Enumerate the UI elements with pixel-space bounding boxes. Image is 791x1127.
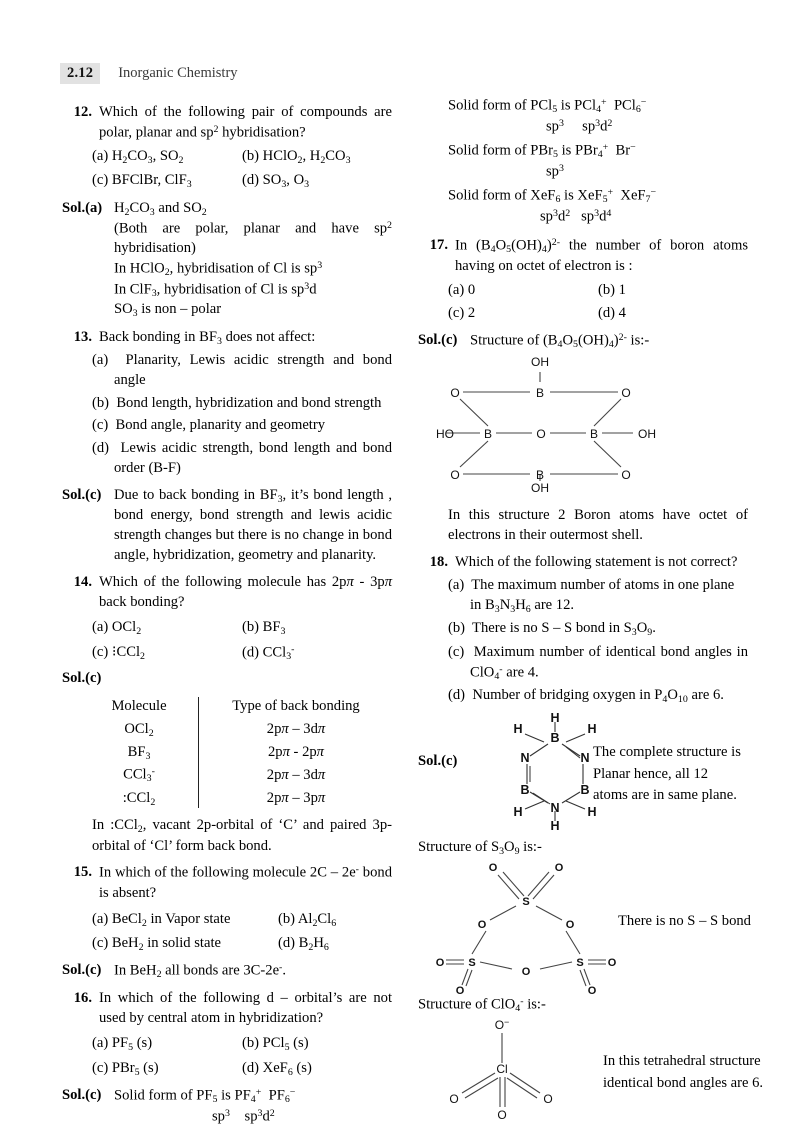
table-cell-type: 2pπ – 3dπ bbox=[266, 720, 326, 737]
solution-17-text: Structure of $(B_4O_5(OH)_4)^{2-}$ is:- bbox=[470, 332, 650, 351]
question-14-options-row2 bbox=[62, 643, 392, 664]
solution-17-label: Sol.(c) bbox=[418, 332, 458, 349]
question-15-options-row1 bbox=[62, 910, 392, 930]
page-number: 2.12 bbox=[60, 63, 100, 84]
atom-label-B: B bbox=[550, 731, 560, 746]
option-12-a[interactable]: (a) $H_2CO_3$, $SO_2$ bbox=[92, 148, 184, 166]
atom-label-N: N bbox=[520, 751, 530, 766]
solution-17-after-text: In this structure 2 Boron atoms have octet of electrons in their outermost shell. bbox=[448, 506, 748, 543]
option-12-c[interactable]: (c) BFClBr, ClF$_3$ bbox=[92, 172, 192, 191]
table-cell-type: 2pπ - 2pπ bbox=[268, 743, 324, 760]
table-cell-molecule: OCl$_2$ bbox=[124, 720, 154, 739]
atom-label-O: O bbox=[536, 426, 546, 441]
question-13 bbox=[62, 328, 392, 348]
right-column bbox=[418, 96, 764, 1123]
option-16-d[interactable]: (d) XeF$_6$ (s) bbox=[242, 1059, 312, 1078]
question-16-number: 16. bbox=[73, 989, 92, 1006]
option-18-d[interactable]: (d) Number of bridging oxygen in $P_4O_{10}$ are 6. bbox=[448, 687, 724, 705]
table-row bbox=[90, 741, 380, 764]
solution-15 bbox=[62, 961, 392, 982]
option-17-c[interactable]: (c) 2 bbox=[448, 305, 476, 322]
atom-label-O: O bbox=[587, 984, 597, 997]
question-15-text: In which of the following molecule 2C – 2e- bond is absent? bbox=[99, 864, 392, 901]
atom-label-O: O bbox=[449, 1092, 459, 1107]
solution-12-body bbox=[114, 199, 392, 321]
atom-label-O: O bbox=[450, 467, 460, 482]
option-12-b[interactable]: (b) HClO$_2$, $H_2CO_3$ bbox=[242, 148, 351, 166]
solution-16-hybridisation: $sp^3$ $sp^3d^2$ bbox=[212, 1107, 275, 1125]
book-title: Inorganic Chemistry bbox=[118, 65, 238, 81]
question-18-text: Which of the following statement is not correct? bbox=[455, 554, 738, 571]
table-divider bbox=[198, 697, 199, 808]
question-13-number: 13. bbox=[73, 328, 92, 345]
question-16-options-row2 bbox=[62, 1059, 392, 1079]
solution-12-line-3: In HClO$_2$, hybridisation of Cl is $sp^3$ bbox=[114, 260, 323, 279]
solid-form-pcl5-hybridisation: $sp^3$ $sp^3d^2$ bbox=[546, 117, 613, 135]
option-15-b[interactable]: (b) $Al_2Cl_6$ bbox=[278, 910, 337, 929]
back-bonding-table bbox=[90, 695, 380, 810]
s3o9-caption: There is no S – S bond bbox=[618, 912, 751, 929]
solid-form-xef6-hybridisation: $sp^3d^2$ $sp^3d^4$ bbox=[540, 207, 612, 225]
atom-label-S: S bbox=[576, 956, 584, 969]
solid-form-pcl5 bbox=[418, 96, 748, 137]
solution-12 bbox=[62, 199, 392, 321]
solution-15-text: In BeH$_2$ all bonds are 3C-2e-. bbox=[114, 962, 287, 981]
option-14-a[interactable]: (a) OCl$_2$ bbox=[92, 619, 142, 638]
solid-form-pbr5 bbox=[418, 141, 748, 182]
table-cell-molecule: $BF_3$ bbox=[127, 743, 151, 762]
table-cell-molecule: CCl$_3$- bbox=[123, 766, 155, 785]
atom-label-O: O bbox=[621, 467, 631, 482]
clo4-title: Structure of ClO$_4$- is:- bbox=[418, 995, 546, 1014]
question-12-number: 12. bbox=[73, 104, 92, 120]
question-12-options-row1 bbox=[62, 147, 392, 167]
option-13-b[interactable]: (b) Bond length, hybridization and bond strength bbox=[92, 394, 382, 411]
solid-form-xef6-text: Solid form of XeF$_6$ is XeF$_5$+ XeF$_7$− bbox=[448, 187, 657, 206]
solution-15-label: Sol.(c) bbox=[62, 962, 102, 978]
svg-text:OH: OH bbox=[531, 480, 549, 495]
atom-label-H: H bbox=[550, 711, 560, 726]
table-cell-molecule: :CCl$_2$ bbox=[122, 789, 156, 808]
table-header-row bbox=[90, 695, 380, 718]
question-17-text: In $(B_4O_5(OH)_4)^{2-}$ the number of boron atoms having on octet of electron is : bbox=[455, 237, 748, 274]
solution-12-line-2: (Both are polar, planar and have $sp^2$ hybridisation) bbox=[114, 219, 392, 257]
option-15-d[interactable]: (d) $B_2H_6$ bbox=[278, 934, 329, 953]
atom-label-HO: HO bbox=[436, 426, 454, 441]
solution-16-body bbox=[114, 1086, 392, 1127]
question-13-text: Back bonding in $BF_3$ does not affect: bbox=[99, 328, 316, 347]
atom-label-N: N bbox=[580, 751, 590, 766]
atom-label-OH: OH bbox=[638, 426, 656, 441]
atom-label-H: H bbox=[550, 819, 560, 834]
question-18-options bbox=[418, 576, 748, 706]
question-16-options-row1 bbox=[62, 1034, 392, 1054]
atom-label-H: H bbox=[587, 805, 597, 820]
atom-label-B: B bbox=[535, 385, 545, 400]
borate-structure bbox=[428, 354, 748, 482]
clo4-block bbox=[418, 1017, 764, 1123]
option-15-c[interactable]: (c) BeH$_2$ in solid state bbox=[92, 934, 221, 953]
option-14-b[interactable]: (b) $BF_3$ bbox=[242, 619, 286, 638]
question-14-options-row1 bbox=[62, 618, 392, 638]
option-18-a[interactable]: (a) The maximum number of atoms in one plane in $B_3N_3H_6$ are 12. bbox=[448, 577, 735, 615]
borazine-caption: The complete structure is Planar hence, all 12 atoms are in same plane. bbox=[593, 744, 741, 803]
table-cell-type: 2pπ – 3dπ bbox=[266, 766, 326, 783]
option-14-c[interactable]: (c) ⁝CCl$_2$ bbox=[92, 643, 145, 662]
question-13-options bbox=[62, 351, 392, 479]
option-15-a[interactable]: (a) BeCl$_2$ in Vapor state bbox=[92, 910, 231, 929]
question-17-options-row2 bbox=[418, 304, 748, 324]
atom-label-O: O bbox=[455, 984, 465, 997]
atom-label-Cl: Cl bbox=[496, 1062, 508, 1077]
option-13-c[interactable]: (c) Bond angle, planarity and geometry bbox=[92, 417, 326, 434]
option-17-d[interactable]: (d) 4 bbox=[598, 305, 626, 322]
question-18-number: 18. bbox=[429, 554, 448, 571]
option-13-a[interactable]: (a) Planarity, Lewis acidic strength and bond angle bbox=[92, 351, 392, 388]
solid-form-xef6 bbox=[418, 186, 748, 227]
option-16-c[interactable]: (c) PBr$_5$ (s) bbox=[92, 1059, 159, 1078]
atom-label-N: N bbox=[550, 801, 560, 816]
option-12-d[interactable]: (d) $SO_3$, $O_3$ bbox=[242, 172, 310, 191]
solution-14-label: Sol.(c) bbox=[62, 670, 102, 687]
solution-18-label: Sol.(c) bbox=[418, 753, 458, 770]
atom-label-O: O bbox=[621, 385, 631, 400]
table-header-molecule: Molecule bbox=[111, 697, 167, 714]
atom-label-B: B bbox=[589, 426, 599, 441]
atom-label-O-minus: O− bbox=[494, 1017, 510, 1033]
option-17-a[interactable]: (a) 0 bbox=[448, 281, 476, 298]
option-18-b[interactable]: (b) There is no S – S bond in $S_3O_9$. bbox=[448, 620, 656, 639]
option-13-d[interactable]: (d) Lewis acidic strength, bond length and bond order (B-F) bbox=[92, 440, 392, 477]
borate-structure-bottom-label bbox=[428, 474, 748, 503]
question-17-options-row1 bbox=[418, 281, 748, 301]
atom-label-O: O bbox=[607, 956, 617, 969]
atom-label-O: O bbox=[554, 861, 564, 874]
atom-label-H: H bbox=[513, 805, 523, 820]
table-row bbox=[90, 787, 380, 810]
page-header bbox=[60, 63, 740, 85]
option-14-d[interactable]: (d) CCl$_3$- bbox=[242, 643, 295, 662]
question-15-number: 15. bbox=[73, 864, 92, 881]
borazine-block bbox=[418, 711, 748, 834]
atom-label-O: O bbox=[435, 956, 445, 969]
solution-13-text: Due to back bonding in $BF_3$, it’s bond length , bond energy, bond strength and lewis acidic strength changes but there is no change in bond angle, hybridization, geometry and planarity. bbox=[114, 487, 392, 563]
atom-label-B: B bbox=[483, 426, 493, 441]
solution-14-note: In :CCl$_2$, vacant 2p-orbital of ‘C’ and paired 3p-orbital of ‘Cl’ form back bond. bbox=[92, 817, 392, 854]
atom-label-O: O bbox=[488, 861, 498, 874]
atom-label-H: H bbox=[587, 722, 597, 737]
option-18-c[interactable]: (c) Maximum number of identical bond angles in ClO$_4$- are 4. bbox=[448, 643, 748, 682]
atom-label-O: O bbox=[450, 385, 460, 400]
s3o9-block bbox=[418, 861, 751, 997]
question-15-options-row2 bbox=[62, 934, 392, 954]
solution-13 bbox=[62, 486, 392, 566]
solution-13-label: Sol.(c) bbox=[62, 487, 102, 503]
question-14-number: 14. bbox=[73, 573, 92, 590]
question-14-text: Which of the following molecule has 2pπ - 3pπ back bonding? bbox=[99, 573, 392, 610]
question-14 bbox=[62, 573, 392, 613]
atom-label-B: B bbox=[580, 783, 590, 798]
option-16-b[interactable]: (b) PCl$_5$ (s) bbox=[242, 1035, 309, 1054]
table-row bbox=[90, 718, 380, 741]
table-row bbox=[90, 764, 380, 787]
atom-label-O: O bbox=[565, 918, 575, 931]
option-16-a[interactable]: (a) $PF_5$ (s) bbox=[92, 1035, 153, 1054]
atom-label-B: B bbox=[520, 783, 530, 798]
clo4-structure bbox=[440, 1017, 610, 1122]
atom-label-O: O bbox=[477, 918, 487, 931]
solution-12-label: Sol.(a) bbox=[62, 199, 103, 216]
atom-label-H: H bbox=[513, 722, 523, 737]
atom-label-B: B bbox=[535, 467, 545, 482]
option-17-b[interactable]: (b) 1 bbox=[598, 281, 626, 298]
atom-label-O: O bbox=[543, 1092, 553, 1107]
atom-label-O: O bbox=[521, 965, 531, 978]
atom-label-OH-top: OH bbox=[531, 354, 549, 369]
question-16-text: In which of the following d – orbital’s are not used by central atom in hybridization? bbox=[99, 989, 392, 1026]
clo4-caption: In this tetrahedral structure identical bond angles are 6. bbox=[603, 1053, 764, 1091]
atom-label-S: S bbox=[522, 895, 530, 908]
solid-form-pbr5-hybridisation: $sp^3$ bbox=[546, 162, 564, 180]
solution-16-label: Sol.(c) bbox=[62, 1086, 102, 1103]
question-12 bbox=[62, 103, 392, 143]
table-header-type: Type of back bonding bbox=[232, 697, 360, 714]
atom-label-S: S bbox=[468, 956, 476, 969]
question-16 bbox=[62, 989, 392, 1029]
question-17 bbox=[418, 236, 748, 277]
solid-form-pcl5-text: Solid form of PCl$_5$ is PCl$_4$+ PCl$_6$− bbox=[448, 97, 647, 116]
table-cell-type: 2pπ – 3pπ bbox=[266, 789, 326, 806]
question-12-text: Which of the following pair of compounds are polar, planar and $sp^2$ hybridisation? bbox=[99, 104, 392, 141]
s3o9-title: Structure of $S_3O_9$ is:- bbox=[418, 839, 542, 858]
question-12-options-row2 bbox=[62, 171, 392, 191]
left-column bbox=[62, 96, 392, 1127]
solid-form-pbr5-text: Solid form of PBr$_5$ is PBr$_4$+ Br− bbox=[448, 142, 636, 161]
question-18 bbox=[418, 553, 748, 573]
question-15 bbox=[62, 863, 392, 903]
atom-label-O: O bbox=[497, 1108, 507, 1123]
s3o9-structure bbox=[435, 861, 617, 997]
solution-12-line-4: In ClF$_3$, hybridisation of Cl is $sp^3d$ bbox=[114, 280, 317, 299]
solution-16 bbox=[62, 1086, 392, 1127]
solution-17 bbox=[418, 331, 748, 352]
question-17-number: 17. bbox=[429, 237, 448, 253]
solution-16-text: Solid form of $PF_5$ is $PF_4^+$ $PF_6^-$ bbox=[114, 1086, 296, 1106]
solution-12-line-1: $H_2CO_3$ and $SO_2$ bbox=[114, 199, 207, 218]
solution-12-line-5: $SO_3$ is non – polar bbox=[114, 301, 222, 320]
